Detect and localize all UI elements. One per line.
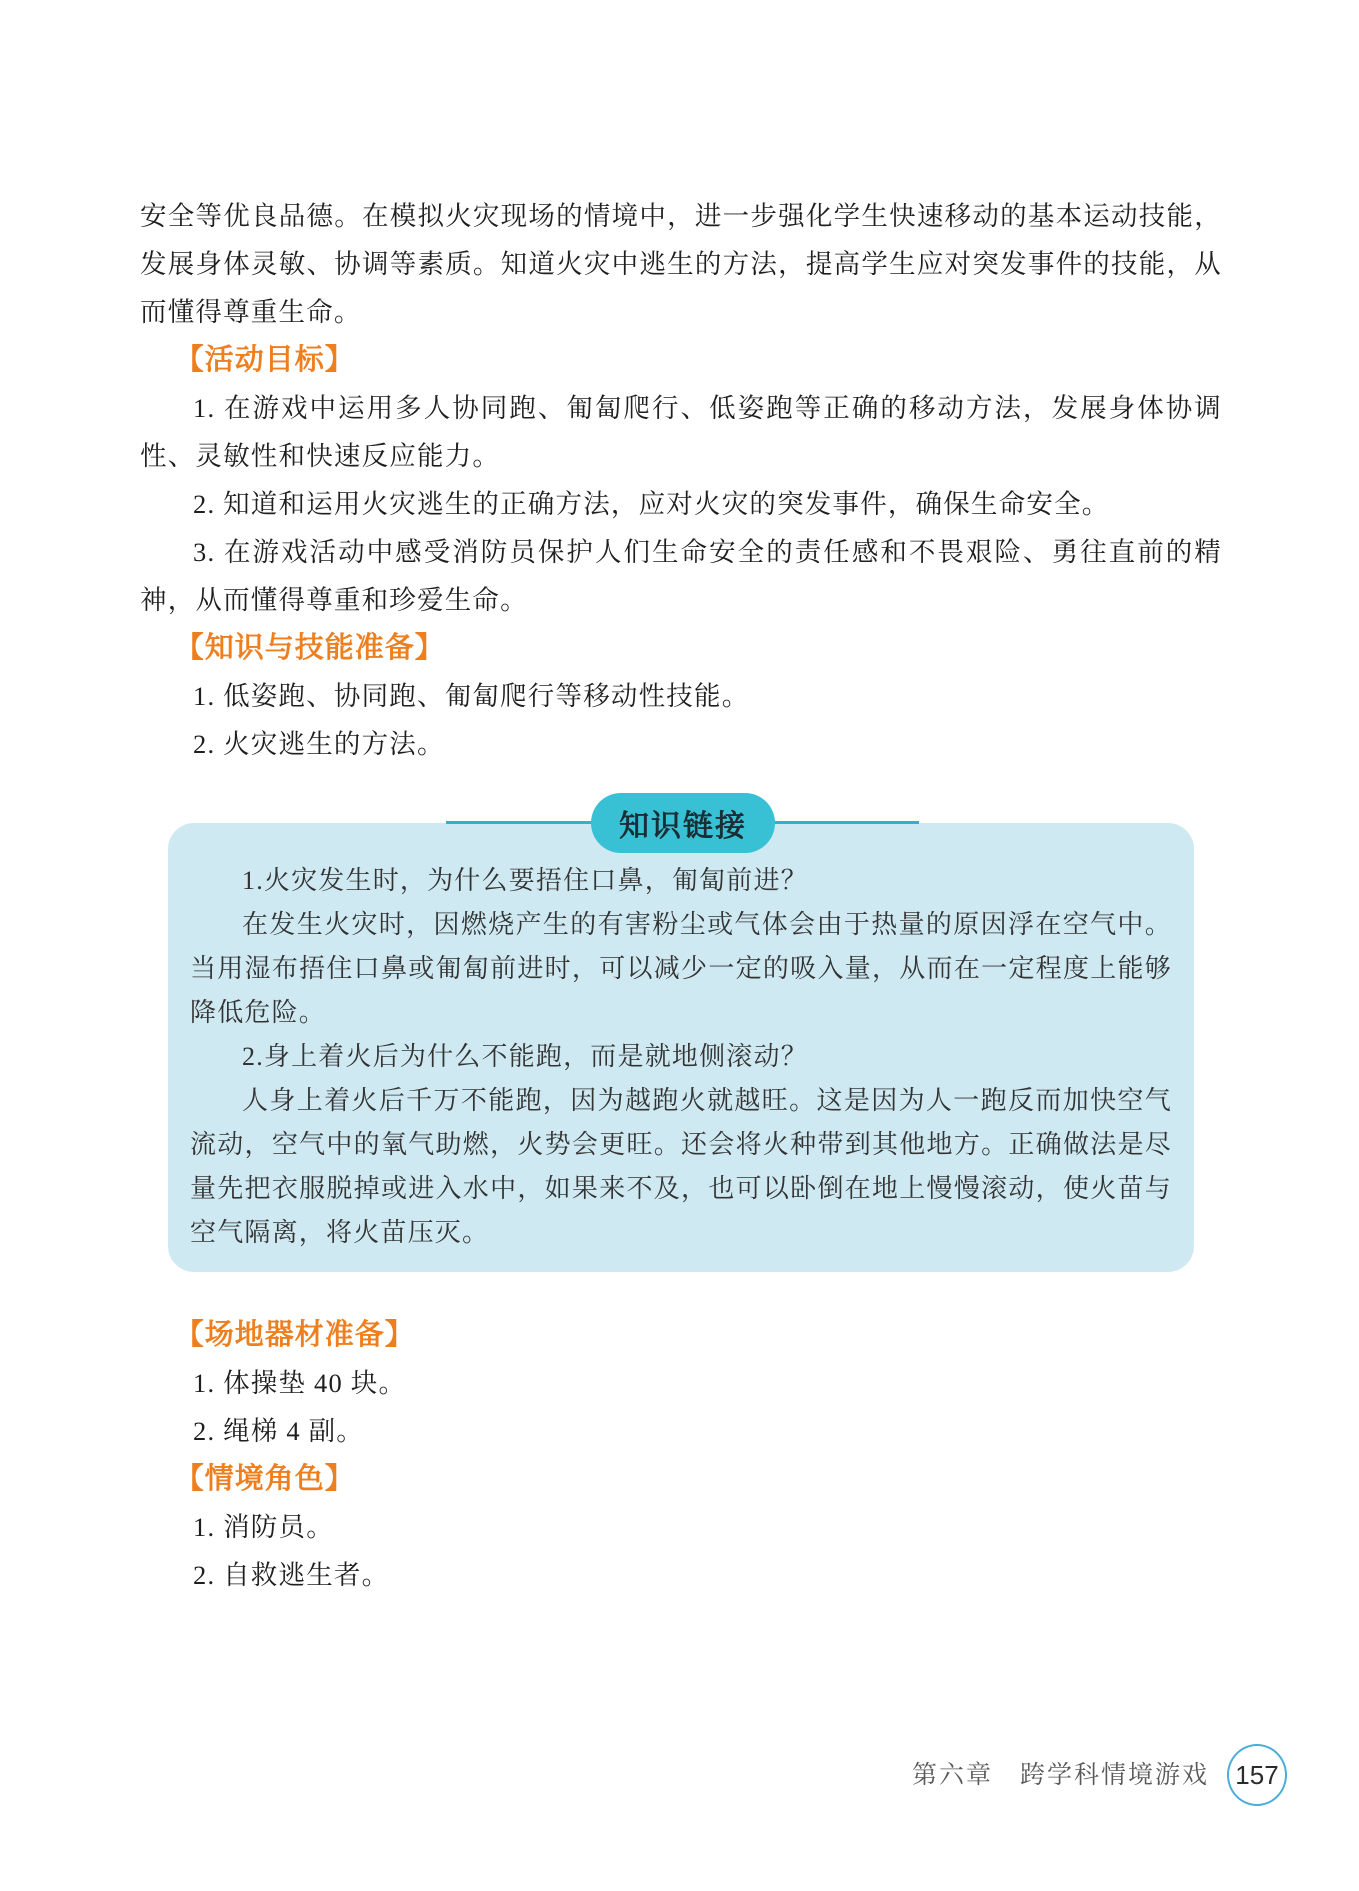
- knowledge-link-answer: 在发生火灾时，因燃烧产生的有害粉尘或气体会由于热量的原因浮在空气中。当用湿布捂住口鼻或匍匐前进时，可以减少一定的吸入量，从而在一定程度上能够降低危险。: [190, 910, 1172, 1027]
- activity-goal-item: 1. 在游戏中运用多人协同跑、匍匐爬行、低姿跑等正确的移动方法，发展身体协调性、灵敏性和快速反应能力。: [140, 393, 1222, 471]
- venue-equipment-item: 1. 体操垫 40 块。: [193, 1368, 407, 1398]
- activity-goal-item: 3. 在游戏活动中感受消防员保护人们生命安全的责任感和不畏艰险、勇往直前的精神，从而懂得尊重和珍爱生命。: [140, 537, 1222, 615]
- knowledge-link-body: [168, 823, 1194, 1272]
- heading-venue-equipment: 【场地器材准备】: [174, 1319, 415, 1351]
- page-number-badge: 157: [1227, 1744, 1287, 1806]
- knowledge-skill-item: 2. 火灾逃生的方法。: [193, 729, 445, 759]
- knowledge-link-box: [168, 810, 1194, 1272]
- page-footer: [912, 1744, 1287, 1806]
- knowledge-link-badge: 知识链接: [591, 793, 775, 853]
- knowledge-skill-item: 1. 低姿跑、协同跑、匍匐爬行等移动性技能。: [193, 681, 750, 711]
- knowledge-link-answer: 人身上着火后千万不能跑，因为越跑火就越旺。这是因为人一跑反而加快空气流动，空气中的氧气助燃，火势会更旺。还会将火种带到其他地方。正确做法是尽量先把衣服脱掉或进入水中，如果来不及，也可以卧倒在地上慢慢滚动，使火苗与空气隔离，将火苗压灭。: [190, 1086, 1172, 1247]
- footer-chapter-title: 第六章 跨学科情境游戏: [911, 1761, 1209, 1789]
- intro-paragraph: 安全等优良品德。在模拟火灾现场的情境中，进一步强化学生快速移动的基本运动技能，发展身体灵敏、协调等素质。知道火灾中逃生的方法，提高学生应对突发事件的技能，从而懂得尊重生命。: [140, 201, 1222, 327]
- venue-equipment-item: 2. 绳梯 4 副。: [193, 1416, 364, 1446]
- heading-knowledge-skill-prep: 【知识与技能准备】: [174, 632, 445, 664]
- activity-goal-item: 2. 知道和运用火灾逃生的正确方法，应对火灾的突发事件，确保生命安全。: [193, 489, 1110, 519]
- bottom-sections: [140, 1311, 1222, 1599]
- scenario-role-item: 2. 自救逃生者。: [193, 1560, 390, 1590]
- scenario-role-item: 1. 消防员。: [193, 1512, 334, 1542]
- heading-activity-goals: 【活动目标】: [174, 344, 355, 376]
- knowledge-link-question: 2.身上着火后为什么不能跑，而是就地侧滚动？: [242, 1042, 808, 1071]
- heading-scenario-roles: 【情境角色】: [174, 1463, 355, 1495]
- knowledge-link-question: 1.火灾发生时，为什么要捂住口鼻，匍匐前进？: [242, 866, 808, 895]
